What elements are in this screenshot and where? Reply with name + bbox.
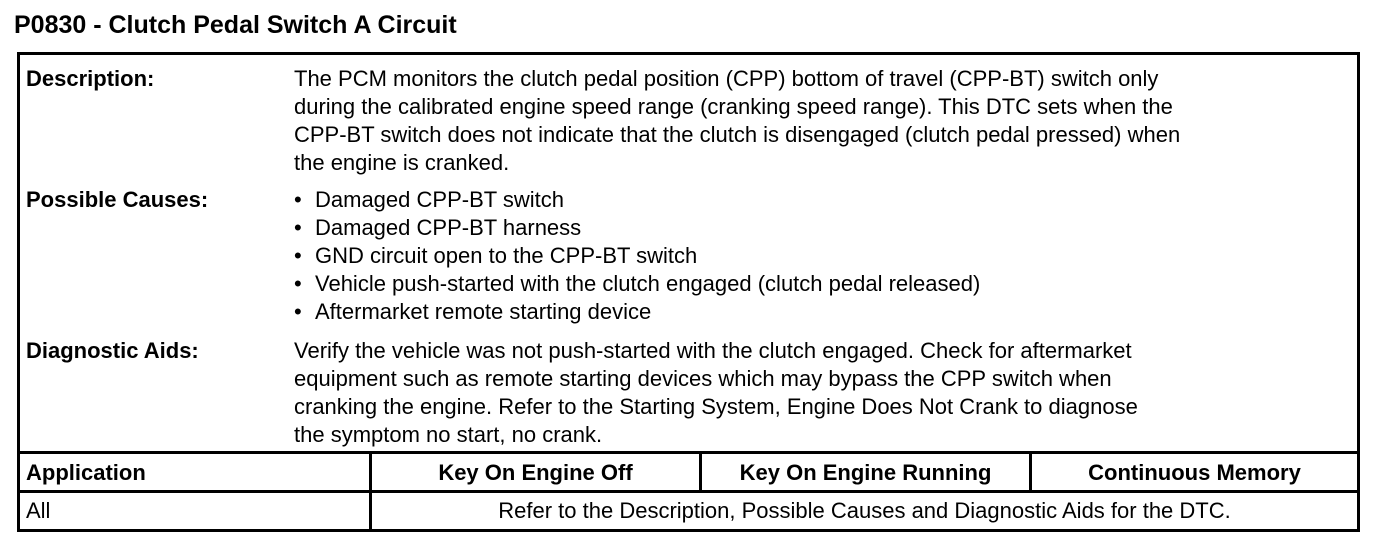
diagnostic-aids-line: Verify the vehicle was not push-started with the clutch engaged. Check for aftermarket — [294, 338, 1132, 363]
bullet-icon: • — [294, 299, 302, 324]
bullet-icon: • — [294, 215, 302, 240]
column-header-koeo: Key On Engine Off — [438, 460, 633, 485]
dtc-info-section — [20, 55, 1357, 453]
column-header-continuous-memory: Continuous Memory — [1088, 460, 1301, 485]
bullet-icon: • — [294, 271, 302, 296]
diagnostic-aids-label: Diagnostic Aids: — [26, 338, 199, 363]
diagnostic-aids-line: the symptom no start, no crank. — [294, 422, 603, 447]
description-line: CPP-BT switch does not indicate that the clutch is disengaged (clutch pedal pressed) when — [294, 122, 1181, 147]
column-header-application: Application — [26, 460, 146, 485]
list-item: • Damaged CPP-BT harness — [294, 215, 582, 240]
possible-causes-label: Possible Causes: — [26, 187, 209, 212]
description-label: Description: — [26, 66, 155, 91]
description-line: The PCM monitors the clutch pedal position (CPP) bottom of travel (CPP-BT) switch only — [294, 66, 1159, 91]
application-value: All — [26, 498, 51, 523]
section-divider — [20, 451, 1357, 454]
possible-causes-list — [294, 186, 1349, 326]
row-divider — [20, 490, 1357, 493]
column-header-koer: Key On Engine Running — [739, 460, 992, 485]
bullet-icon: • — [294, 243, 302, 268]
bullet-icon: • — [294, 187, 302, 212]
list-item: • Damaged CPP-BT switch — [294, 187, 565, 212]
list-item: • GND circuit open to the CPP-BT switch — [294, 243, 698, 268]
description-line: during the calibrated engine speed range (cranking speed range). This DTC sets when the — [294, 94, 1173, 119]
diagnostic-aids-text — [294, 337, 1349, 449]
description-text — [294, 65, 1349, 177]
diagnostic-aids-line: cranking the engine. Refer to the Starting System, Engine Does Not Crank to diagnose — [294, 394, 1138, 419]
dtc-table — [17, 52, 1360, 532]
diagnostic-aids-line: equipment such as remote starting devices which may bypass the CPP switch when — [294, 366, 1112, 391]
list-item: • Aftermarket remote starting device — [294, 299, 652, 324]
list-item: • Vehicle push-started with the clutch engaged (clutch pedal released) — [294, 271, 981, 296]
table-note: Refer to the Description, Possible Causes and Diagnostic Aids for the DTC. — [498, 498, 1231, 523]
description-line: the engine is cranked. — [294, 150, 510, 175]
page-title: P0830 - Clutch Pedal Switch A Circuit — [14, 11, 457, 39]
